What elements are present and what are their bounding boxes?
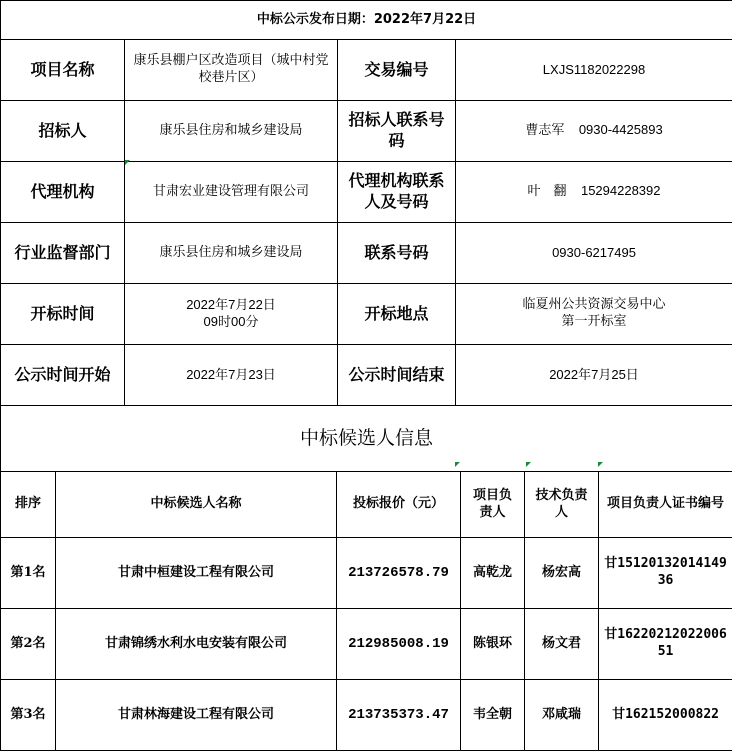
agency-contact-label: 代理机构联系人及号码 bbox=[338, 162, 456, 223]
project-name-label: 项目名称 bbox=[1, 40, 125, 101]
candidate-manager: 高乾龙 bbox=[461, 538, 525, 609]
open-time-value bbox=[125, 284, 338, 345]
header-manager: 项目负责人 bbox=[461, 472, 525, 538]
row-project bbox=[1, 40, 732, 101]
project-name-value: 康乐县棚户区改造项目（城中村党校巷片区） bbox=[125, 40, 338, 101]
candidate-tech: 杨文君 bbox=[525, 609, 599, 680]
agency-label: 代理机构 bbox=[1, 162, 125, 223]
candidates-section-title: 中标候选人信息 bbox=[1, 406, 732, 472]
candidates-header-row bbox=[1, 472, 732, 538]
header-name: 中标候选人名称 bbox=[56, 472, 337, 538]
open-place-value bbox=[456, 284, 732, 345]
row-tenderer bbox=[1, 101, 732, 162]
agency-contact-name: 叶 翻 bbox=[528, 184, 567, 199]
open-place-line2: 第一开标室 bbox=[460, 314, 728, 331]
tenderer-contact-value bbox=[456, 101, 732, 162]
agency-value: 甘肃宏业建设管理有限公司 bbox=[125, 162, 338, 223]
contact-value: 0930-6217495 bbox=[456, 223, 732, 284]
tenderer-contact-phone: 0930-4425893 bbox=[579, 122, 663, 137]
table-row bbox=[1, 680, 732, 751]
table-row bbox=[1, 538, 732, 609]
row-notice-period bbox=[1, 345, 732, 406]
row-agency bbox=[1, 162, 732, 223]
candidate-price: 213726578.79 bbox=[337, 538, 461, 609]
trade-no-value: LXJS1182022298 bbox=[456, 40, 732, 101]
tenderer-contact-name: 曹志军 bbox=[525, 123, 564, 138]
agency-contact-value bbox=[456, 162, 732, 223]
contact-label: 联系号码 bbox=[338, 223, 456, 284]
candidate-cert: 甘162152000822 bbox=[599, 680, 732, 751]
cell-comment-marker bbox=[455, 462, 460, 467]
notice-end-value: 2022年7月25日 bbox=[456, 345, 732, 406]
candidates-table bbox=[0, 405, 732, 751]
candidate-cert: 甘16220212022006 51 bbox=[599, 609, 732, 680]
candidate-cert: 甘15120132014149 36 bbox=[599, 538, 732, 609]
candidate-price: 212985008.19 bbox=[337, 609, 461, 680]
open-place-label: 开标地点 bbox=[338, 284, 456, 345]
open-hour: 09时00分 bbox=[129, 314, 333, 331]
candidate-tech: 邓咸瑞 bbox=[525, 680, 599, 751]
candidate-rank: 第2名 bbox=[1, 609, 56, 680]
publish-date-row bbox=[1, 1, 732, 40]
open-date: 2022年7月22日 bbox=[129, 297, 333, 314]
row-supervisor bbox=[1, 223, 732, 284]
notice-start-label: 公示时间开始 bbox=[1, 345, 125, 406]
candidate-manager: 韦全朝 bbox=[461, 680, 525, 751]
candidate-rank: 第3名 bbox=[1, 680, 56, 751]
header-tech: 技术负责人 bbox=[525, 472, 599, 538]
tenderer-contact-label: 招标人联系号码 bbox=[338, 101, 456, 162]
publish-date: 中标公示发布日期：2022年7月22日 bbox=[1, 1, 732, 40]
cell-comment-marker bbox=[598, 462, 603, 467]
supervisor-value: 康乐县住房和城乡建设局 bbox=[125, 223, 338, 284]
table-row bbox=[1, 609, 732, 680]
open-time-label: 开标时间 bbox=[1, 284, 125, 345]
open-place-line1: 临夏州公共资源交易中心 bbox=[460, 297, 728, 314]
agency-contact-phone: 15294228392 bbox=[581, 183, 661, 198]
supervisor-label: 行业监督部门 bbox=[1, 223, 125, 284]
header-cert: 项目负责人证书编号 bbox=[599, 472, 732, 538]
candidate-name: 甘肃中桓建设工程有限公司 bbox=[56, 538, 337, 609]
notice-start-value: 2022年7月23日 bbox=[125, 345, 338, 406]
candidate-price: 213735373.47 bbox=[337, 680, 461, 751]
candidates-section-row bbox=[1, 406, 732, 472]
header-rank: 排序 bbox=[1, 472, 56, 538]
candidate-name: 甘肃锦绣水利水电安装有限公司 bbox=[56, 609, 337, 680]
header-price: 投标报价（元） bbox=[337, 472, 461, 538]
cell-comment-marker bbox=[526, 462, 531, 467]
row-open-time bbox=[1, 284, 732, 345]
tenderer-label: 招标人 bbox=[1, 101, 125, 162]
notice-end-label: 公示时间结束 bbox=[338, 345, 456, 406]
candidate-rank: 第1名 bbox=[1, 538, 56, 609]
candidate-tech: 杨宏高 bbox=[525, 538, 599, 609]
candidate-manager: 陈银环 bbox=[461, 609, 525, 680]
cell-comment-marker bbox=[125, 160, 130, 165]
tenderer-value: 康乐县住房和城乡建设局 bbox=[125, 101, 338, 162]
trade-no-label: 交易编号 bbox=[338, 40, 456, 101]
candidate-name: 甘肃林海建设工程有限公司 bbox=[56, 680, 337, 751]
